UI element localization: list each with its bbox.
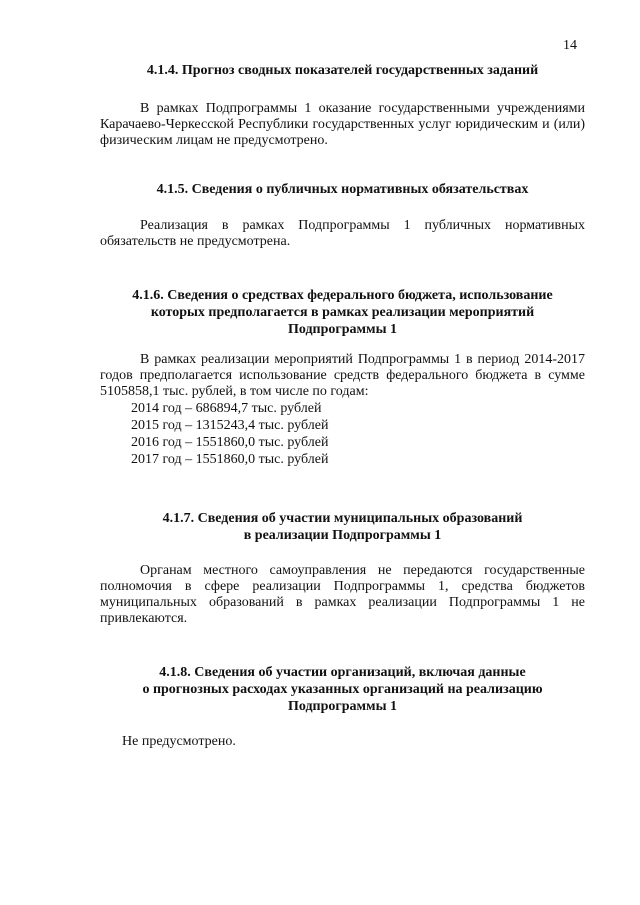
- section-heading: 4.1.4. Прогноз сводных показателей государственных заданий: [146, 63, 539, 78]
- page-number: 14: [563, 38, 577, 53]
- list-item: 2017 год – 1551860,0 тыс. рублей: [131, 452, 329, 467]
- section-paragraph: Органам местного самоуправления не передаются государственные полномочия в сфере реализации Подпрограммы 1, средства бюджетов муниципальных образований в рамках реализации Подпрограммы 1 не привлекаются.: [100, 563, 585, 626]
- list-item: 2016 год – 1551860,0 тыс. рублей: [131, 435, 329, 450]
- section-4-1-8: [100, 664, 585, 750]
- section-heading-line: 4.1.8. Сведения об участии организаций, включая данные: [159, 665, 526, 680]
- section-heading-line: 4.1.7. Сведения об участии муниципальных образований: [162, 511, 523, 526]
- section-heading-line: о прогнозных расходах указанных организаций на реализацию: [142, 682, 543, 697]
- section-heading-line: 4.1.6. Сведения о средствах федерального бюджета, использование: [132, 288, 553, 303]
- section-heading-line: Подпрограммы 1: [287, 699, 398, 714]
- section-paragraph: Реализация в рамках Подпрограммы 1 публичных нормативных обязательств не предусмотрена.: [100, 218, 585, 249]
- section-4-1-4: [100, 62, 585, 149]
- list-item: 2014 год – 686894,7 тыс. рублей: [131, 401, 322, 416]
- section-heading: 4.1.5. Сведения о публичных нормативных обязательствах: [156, 182, 529, 197]
- section-4-1-7: [100, 510, 585, 627]
- list-item: 2015 год – 1315243,4 тыс. рублей: [131, 418, 329, 433]
- section-4-1-6: [100, 287, 585, 468]
- section-paragraph: В рамках реализации мероприятий Подпрограммы 1 в период 2014-2017 годов предполагается использование средств федерального бюджета в сумме 5105858,1 тыс. рублей, в том числе по годам:: [100, 352, 585, 399]
- section-paragraph: Не предусмотрено.: [122, 734, 236, 749]
- section-4-1-5: [100, 181, 585, 250]
- section-heading-line: в реализации Подпрограммы 1: [243, 528, 442, 543]
- section-paragraph: В рамках Подпрограммы 1 оказание государственными учреждениями Карачаево-Черкесской Республики государственных услуг юридическим и (или) физическим лицам не предусмотрено.: [100, 101, 585, 148]
- section-heading-line: Подпрограммы 1: [287, 322, 398, 337]
- funding-by-year-list: [100, 400, 585, 468]
- section-heading-line: которых предполагается в рамках реализации мероприятий: [150, 305, 535, 320]
